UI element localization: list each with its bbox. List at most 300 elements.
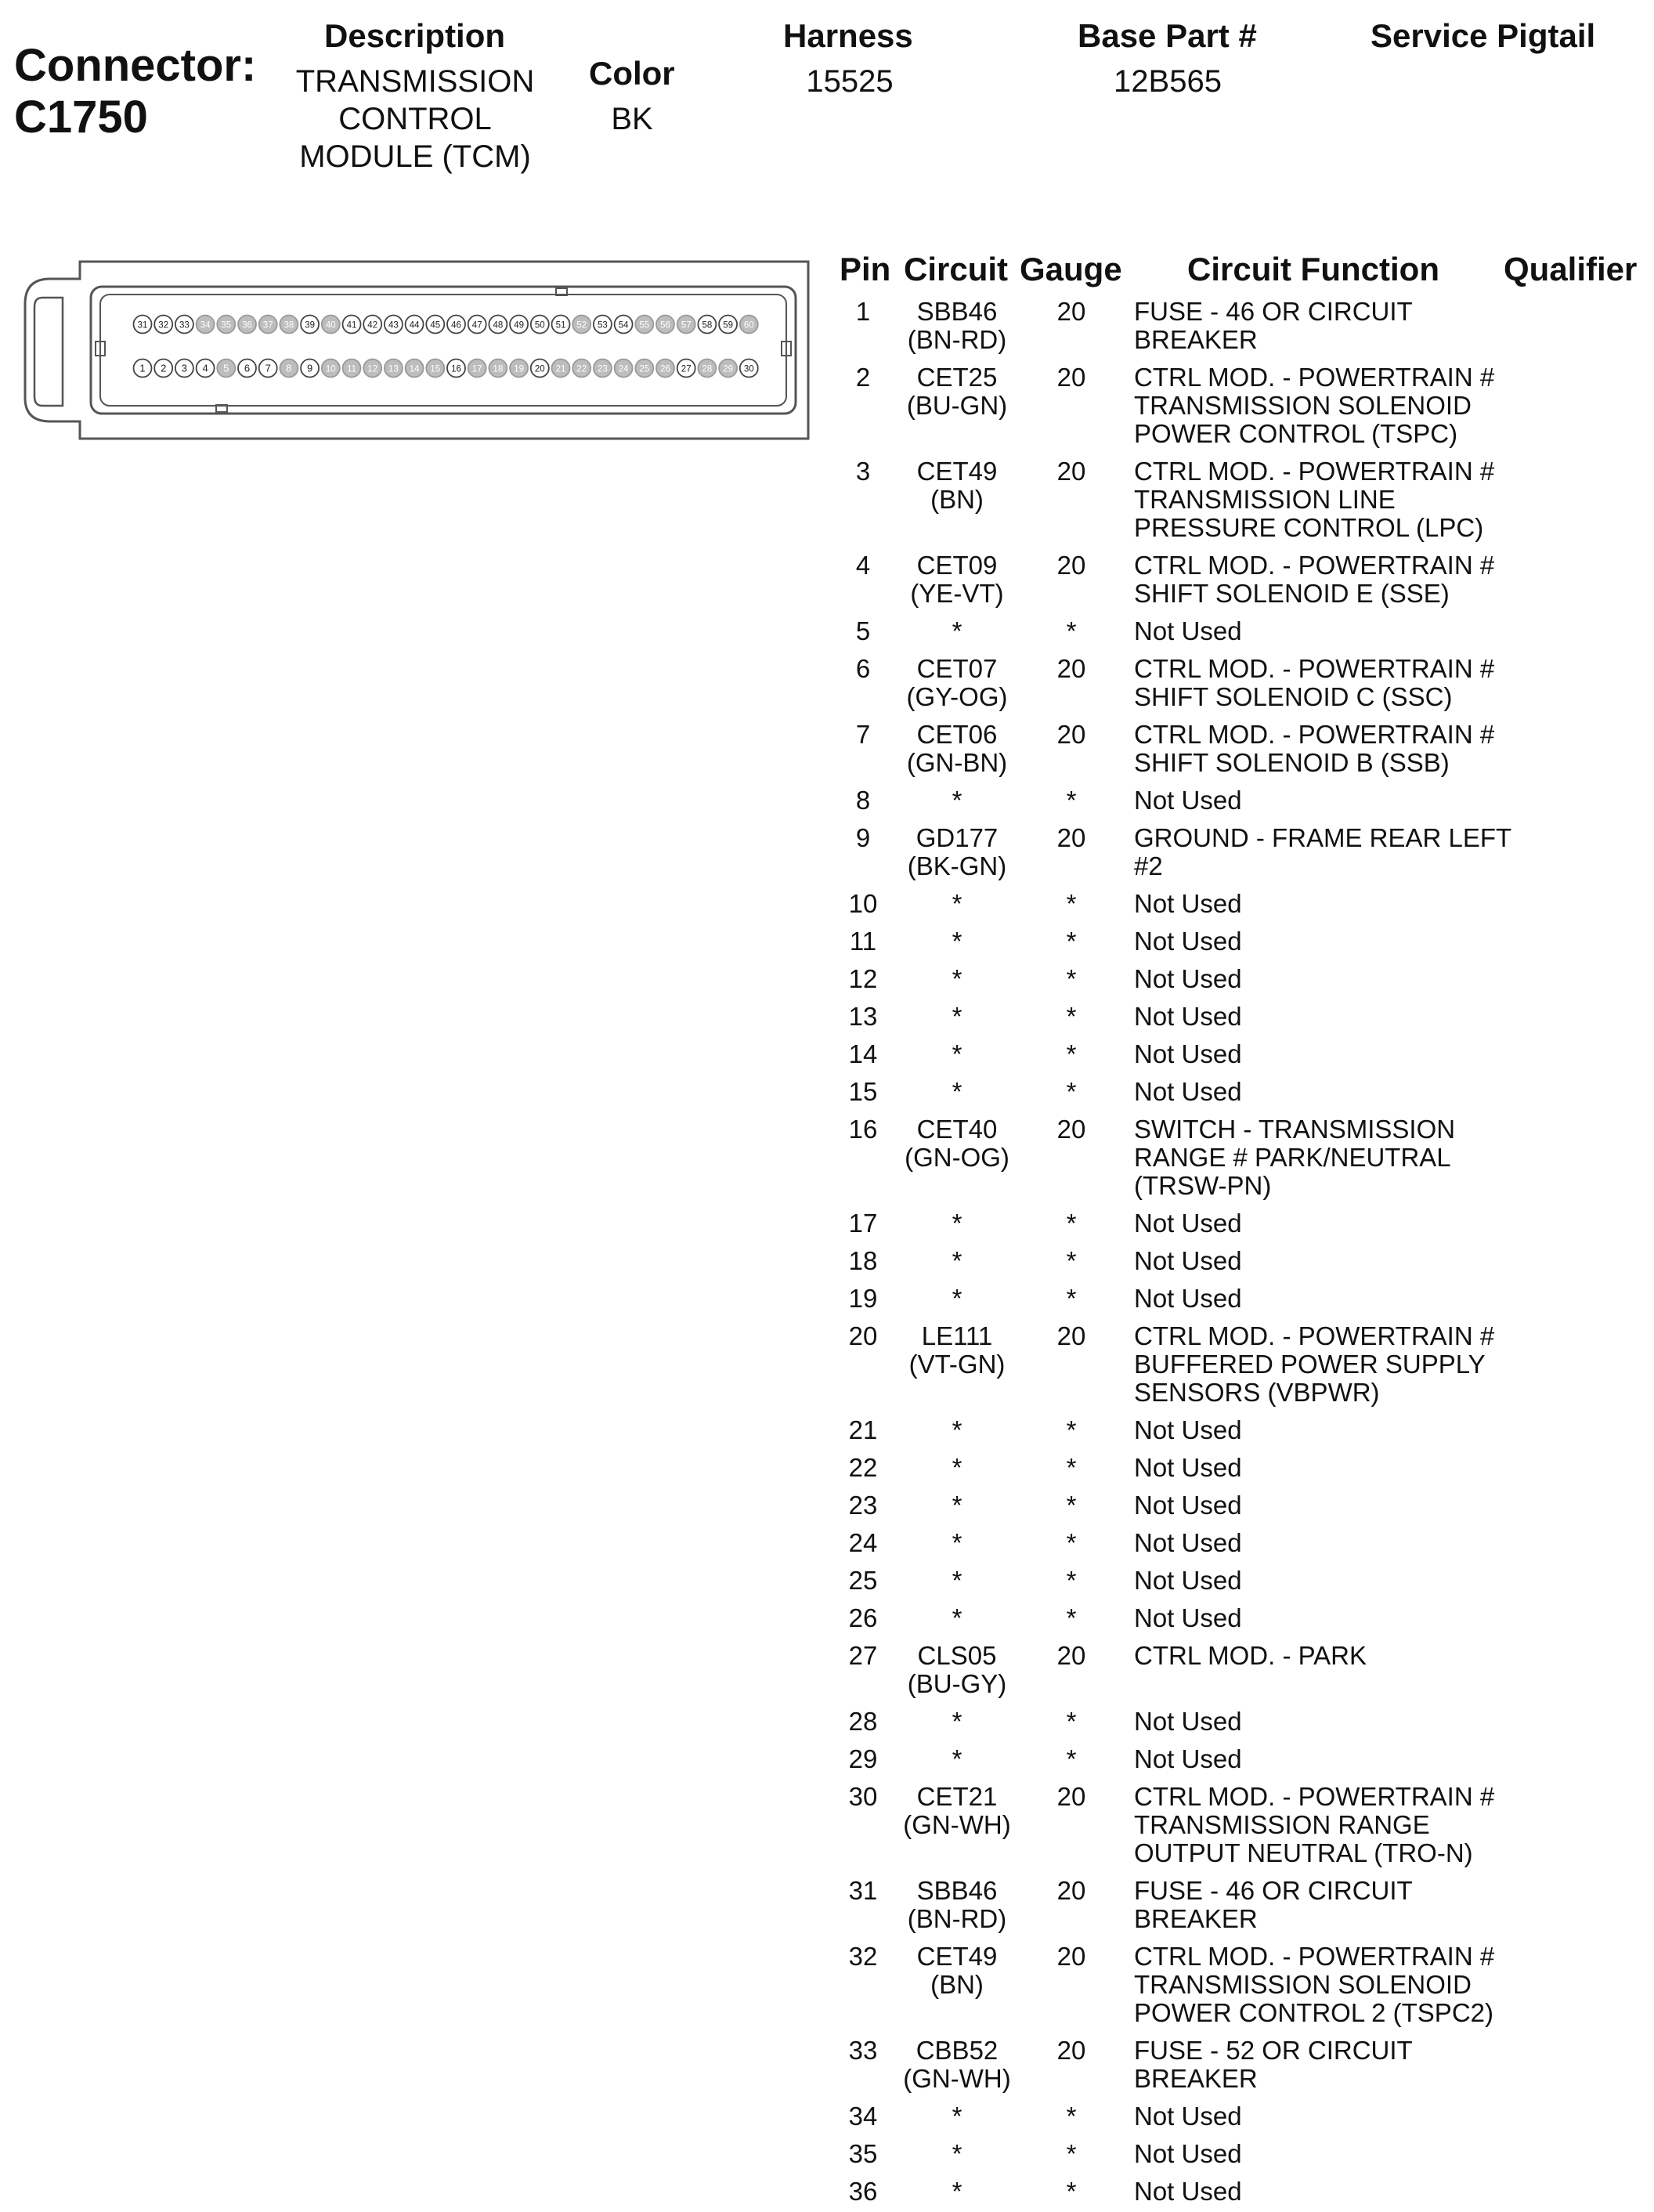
pin-label: 25 [639,364,650,374]
pin-label: 27 [681,364,692,374]
pin-number: 30 [848,1782,878,1811]
function-line: CTRL MOD. - POWERTRAIN # [1134,551,1495,580]
pin-cavity-27 [677,360,695,378]
function-line: SENSORS (VBPWR) [1134,1378,1380,1407]
circuit-cell [893,1040,1021,1068]
circuit-line: * [952,1566,962,1595]
pin-label: 41 [346,320,357,331]
circuit-cell [893,1003,1021,1031]
circuit-cell [893,890,1021,918]
pin-cavity-17 [468,360,486,378]
function-line: Not Used [1134,1566,1242,1595]
function-line: Not Used [1134,1284,1242,1313]
gauge-value: 20 [1056,1782,1086,1811]
function-line: Not Used [1134,2177,1242,2206]
pin-label: 58 [702,320,713,331]
circuit-line: * [952,786,962,815]
pin-cavity-16 [447,360,465,378]
circuit-line: * [952,1528,962,1557]
gauge-value: * [1066,1707,1077,1736]
circuit-function-cell [1134,617,1541,645]
pin-number: 16 [848,1115,878,1144]
circuit-cell [893,1745,1021,1773]
pin-label: 21 [555,364,566,374]
connector-face-diagram [19,258,818,442]
pin-cavity-25 [635,360,653,378]
function-line: Not Used [1134,1002,1242,1031]
function-line: BREAKER [1134,2064,1258,2093]
circuit-function-cell [1134,1247,1541,1275]
circuit-line: (YE-VT) [910,579,1004,608]
function-line: POWER CONTROL (TSPC) [1134,419,1458,448]
circuit-cell [893,2140,1021,2168]
circuit-cell [893,1877,1021,1933]
circuit-line: (BK-GN) [907,851,1007,880]
circuit-function-cell [1134,1745,1541,1773]
pin-cavity-41 [343,316,361,334]
function-line: TRANSMISSION SOLENOID [1134,1970,1472,1999]
circuit-cell [893,1943,1021,1999]
function-line: TRANSMISSION LINE [1134,485,1396,514]
gauge-value: * [1066,786,1077,815]
color-label: Color [589,55,675,92]
pin-cavity-56 [656,316,674,334]
pin-label: 51 [555,320,566,331]
pin-number: 17 [848,1209,878,1238]
circuit-line: CET49 [916,457,998,486]
pin-number: 2 [855,363,871,392]
pin-cavity-53 [594,316,612,334]
function-line: CTRL MOD. - POWERTRAIN # [1134,1942,1495,1971]
circuit-function-cell [1134,2037,1541,2093]
circuit-line: CBB52 [915,2036,999,2065]
pin-cavity-8 [280,360,298,378]
circuit-function-cell [1134,551,1541,608]
color-value: BK [611,102,653,136]
circuit-line: * [952,1039,962,1068]
pin-number: 14 [848,1039,878,1068]
function-line: Not Used [1134,1603,1242,1632]
pin-cavity-57 [677,316,695,334]
gauge-value: 20 [1056,1115,1086,1144]
circuit-cell [893,551,1021,608]
circuit-cell [893,965,1021,993]
circuit-function-cell [1134,1491,1541,1520]
circuit-function-cell [1134,2140,1541,2168]
circuit-line: (BN) [930,1970,984,1999]
function-line: CTRL MOD. - PARK [1134,1641,1367,1670]
function-line: Not Used [1134,1246,1242,1275]
pin-number: 24 [848,1528,878,1557]
gauge-value: * [1066,1744,1077,1773]
gauge-value: 20 [1056,2036,1086,2065]
pin-number: 15 [848,1077,878,1106]
function-line: Not Used [1134,1528,1242,1557]
base-part-label: Base Part # [1078,17,1257,54]
circuit-line: (GN-WH) [903,1810,1011,1839]
circuit-cell [893,1247,1021,1275]
function-line: Not Used [1134,786,1242,815]
pin-cavity-55 [635,316,653,334]
circuit-line: (BN-RD) [907,325,1007,354]
function-line: Not Used [1134,1453,1242,1482]
pin-cavity-32 [154,316,172,334]
circuit-line: * [952,1603,962,1632]
circuit-function-cell [1134,1529,1541,1557]
gauge-value: * [1066,1415,1077,1444]
pin-number: 34 [848,2102,878,2131]
circuit-cell [893,655,1021,711]
circuit-line: * [952,1002,962,1031]
connector-id: C1750 [14,92,148,143]
circuit-function-cell [1134,1040,1541,1068]
pin-cavity-23 [594,360,612,378]
pin-label: 5 [223,362,229,374]
circuit-cell [893,1529,1021,1557]
pin-label: 18 [493,364,504,374]
circuit-line: (BU-GN) [906,391,1008,420]
pin-label: 8 [286,362,292,374]
circuit-function-cell [1134,890,1541,918]
pin-label: 24 [618,364,629,374]
circuit-cell [893,1078,1021,1106]
pin-cavity-9 [301,360,319,378]
pin-label: 42 [367,320,378,331]
pin-cavity-1 [134,360,152,378]
pin-cavity-45 [426,316,444,334]
circuit-function-cell [1134,1604,1541,1632]
function-line: Not Used [1134,964,1242,993]
circuit-cell [893,298,1021,354]
pin-cavity-51 [552,316,570,334]
gauge-value: 20 [1056,1321,1086,1350]
pin-cavity-29 [719,360,737,378]
pin-label: 55 [639,320,650,331]
pin-number: 33 [848,2036,878,2065]
gauge-value: 20 [1056,551,1086,580]
pin-number: 28 [848,1707,878,1736]
connector-outline [25,262,808,439]
circuit-cell [893,1454,1021,1482]
circuit-line: * [952,1284,962,1313]
pin-label: 12 [367,364,378,374]
pin-label: 6 [244,362,251,374]
function-line: Not Used [1134,1077,1242,1106]
pin-number: 13 [848,1002,878,1031]
circuit-cell [893,786,1021,815]
pin-cavity-20 [531,360,549,378]
pin-number: 22 [848,1453,878,1482]
pin-label: 23 [598,364,608,374]
circuit-line: * [952,889,962,918]
pin-label: 57 [681,320,692,331]
pin-cavity-50 [531,316,549,334]
function-line: OUTPUT NEUTRAL (TRO-N) [1134,1838,1473,1867]
pin-number: 18 [848,1246,878,1275]
circuit-function-cell [1134,2178,1541,2206]
circuit-cell [893,2102,1021,2131]
gauge-value: 20 [1056,1876,1086,1905]
pin-cavity-18 [489,360,507,378]
pin-cavity-39 [301,316,319,334]
circuit-line: * [952,616,962,645]
gauge-value: * [1066,1209,1077,1238]
pin-label: 44 [409,320,420,331]
circuit-function-cell [1134,1285,1541,1313]
pin-cavity-21 [552,360,570,378]
function-line: Not Used [1134,2102,1242,2131]
pin-cavity-2 [154,360,172,378]
pin-label: 59 [723,320,733,331]
pin-cavity-36 [238,316,256,334]
function-line: FUSE - 46 OR CIRCUIT [1134,297,1413,326]
pin-number: 8 [855,786,871,815]
column-header-circuit-function: Circuit Function [1187,251,1439,287]
column-header-gauge: Gauge [1020,251,1122,287]
gauge-value: 20 [1056,720,1086,749]
pin-cavity-13 [385,360,403,378]
function-line: BREAKER [1134,1904,1258,1933]
circuit-cell [893,1322,1021,1379]
pin-label: 11 [347,364,356,374]
function-line: RANGE # PARK/NEUTRAL [1134,1143,1451,1172]
function-line: SWITCH - TRANSMISSION [1134,1115,1456,1144]
function-line: Not Used [1134,927,1242,956]
pin-cavity-47 [468,316,486,334]
pin-label: 28 [702,364,713,374]
gauge-value: * [1066,1528,1077,1557]
gauge-value: * [1066,964,1077,993]
circuit-line: (GN-BN) [906,748,1008,777]
pin-label: 33 [179,320,190,331]
circuit-line: SBB46 [916,1876,998,1905]
pin-label: 32 [158,320,169,331]
pin-label: 15 [430,364,441,374]
circuit-line: GD177 [915,823,999,852]
function-line: BREAKER [1134,325,1258,354]
gauge-value: * [1066,1603,1077,1632]
pin-number: 5 [855,616,871,645]
pin-label: 30 [743,364,754,374]
circuit-function-cell [1134,1209,1541,1238]
circuit-line: * [952,1744,962,1773]
circuit-line: (GN-OG) [905,1143,1009,1172]
circuit-line: (GY-OG) [906,682,1008,711]
circuit-line: * [952,1707,962,1736]
pin-label: 29 [723,364,733,374]
pin-label: 48 [493,320,504,331]
circuit-cell [893,1491,1021,1520]
gauge-value: * [1066,1002,1077,1031]
pin-cavity-30 [740,360,758,378]
column-header-circuit: Circuit [904,251,1009,287]
circuit-function-cell [1134,927,1541,956]
function-line: CTRL MOD. - POWERTRAIN # [1134,1321,1495,1350]
circuit-line: SBB46 [916,297,998,326]
circuit-function-cell [1134,1003,1541,1031]
gauge-value: * [1066,2139,1077,2168]
circuit-function-cell [1134,2102,1541,2131]
pin-label: 36 [242,320,252,331]
gauge-value: 20 [1056,654,1086,683]
pin-number: 9 [855,823,871,852]
function-line: TRANSMISSION RANGE [1134,1810,1430,1839]
pin-number: 32 [848,1942,878,1971]
pin-cavity-24 [615,360,633,378]
pin-cavity-52 [572,316,590,334]
pin-cavity-38 [280,316,298,334]
pin-label: 2 [161,362,167,374]
circuit-cell [893,927,1021,956]
circuit-line: LE111 [921,1321,993,1350]
circuit-cell [893,1604,1021,1632]
pin-cavity-43 [385,316,403,334]
function-line: BUFFERED POWER SUPPLY [1134,1350,1486,1379]
harness-label: Harness [783,17,913,54]
circuit-line: CET40 [916,1115,998,1144]
pin-cavity-31 [134,316,152,334]
pin-number: 10 [848,889,878,918]
function-line: SHIFT SOLENOID B (SSB) [1134,748,1450,777]
pin-number: 12 [848,964,878,993]
pin-label: 22 [576,364,587,374]
circuit-line: * [952,2177,962,2206]
circuit-line: * [952,1077,962,1106]
circuit-line: * [952,2102,962,2131]
circuit-function-cell [1134,363,1541,448]
pin-number: 7 [855,720,871,749]
function-line: CTRL MOD. - POWERTRAIN # [1134,457,1495,486]
pin-number: 35 [848,2139,878,2168]
function-line: Not Used [1134,2139,1242,2168]
pin-label: 47 [471,320,482,331]
pin-label: 39 [305,320,315,331]
circuit-cell [893,1416,1021,1444]
circuit-line: (GN-WH) [903,2064,1011,2093]
connector-label: Connector: [14,40,257,91]
pin-cavity-59 [719,316,737,334]
pin-label: 9 [306,362,313,374]
gauge-value: 20 [1056,363,1086,392]
circuit-cell [893,1115,1021,1172]
function-line: SHIFT SOLENOID E (SSE) [1134,579,1450,608]
circuit-line: CET06 [916,720,998,749]
pin-label: 7 [265,362,271,374]
gauge-value: * [1066,1491,1077,1520]
circuit-line: * [952,2139,962,2168]
column-header-qualifier: Qualifier [1504,251,1638,287]
pin-label: 60 [743,320,754,331]
pin-number: 11 [849,927,877,956]
pin-number: 3 [855,457,871,486]
circuit-line: * [952,964,962,993]
circuit-cell [893,2178,1021,2206]
circuit-function-cell [1134,786,1541,815]
pin-number: 29 [848,1744,878,1773]
pin-cavity-37 [259,316,277,334]
gauge-value: 20 [1056,297,1086,326]
gauge-value: * [1066,1566,1077,1595]
function-line: GROUND - FRAME REAR LEFT [1134,823,1512,852]
circuit-cell [893,363,1021,420]
gauge-value: * [1066,1284,1077,1313]
function-line: CTRL MOD. - POWERTRAIN # [1134,720,1495,749]
gauge-value: 20 [1056,457,1086,486]
pin-label: 38 [283,320,294,331]
service-pigtail-label: Service Pigtail [1371,17,1596,54]
function-line: PRESSURE CONTROL (LPC) [1134,513,1484,542]
pin-label: 1 [139,362,146,374]
pin-label: 56 [660,320,670,331]
function-line: CTRL MOD. - POWERTRAIN # [1134,654,1495,683]
pin-number: 26 [848,1603,878,1632]
circuit-line: * [952,1246,962,1275]
function-line: #2 [1134,851,1163,880]
pin-cavity-49 [510,316,528,334]
pin-cavity-48 [489,316,507,334]
circuit-function-cell [1134,965,1541,993]
gauge-value: * [1066,1077,1077,1106]
circuit-line: (VT-GN) [908,1350,1006,1379]
circuit-function-cell [1134,1783,1541,1867]
gauge-value: * [1066,927,1077,956]
function-line: Not Used [1134,1039,1242,1068]
pin-cavity-19 [510,360,528,378]
pin-label: 26 [660,364,670,374]
pin-cavity-10 [322,360,340,378]
column-header-pin: Pin [840,251,891,287]
pin-cavity-54 [615,316,633,334]
circuit-function-cell [1134,1416,1541,1444]
function-line: SHIFT SOLENOID C (SSC) [1134,682,1453,711]
circuit-function-cell [1134,1078,1541,1106]
pin-number: 6 [855,654,871,683]
pin-label: 14 [409,364,420,374]
circuit-function-cell [1134,1642,1541,1670]
pin-number: 27 [848,1641,878,1670]
circuit-line: CET09 [916,551,998,580]
circuit-function-cell [1134,824,1541,880]
pin-label: 43 [388,320,399,331]
circuit-function-cell [1134,298,1541,354]
pin-number: 1 [855,297,871,326]
pin-label: 34 [200,320,211,331]
description-value: TRANSMISSION CONTROL MODULE (TCM) [295,64,535,174]
function-line: (TRSW-PN) [1134,1171,1272,1200]
circuit-cell [893,1708,1021,1736]
circuit-line: CLS05 [917,1641,997,1670]
circuit-line: CET07 [916,654,998,683]
circuit-line: (BU-GY) [907,1669,1007,1698]
gauge-value: 20 [1056,823,1086,852]
function-line: POWER CONTROL 2 (TSPC2) [1134,1998,1493,2027]
pin-cavity-14 [406,360,424,378]
pin-cavity-58 [698,316,716,334]
circuit-function-cell [1134,655,1541,711]
circuit-function-cell [1134,1877,1541,1933]
pin-cavity-6 [238,360,256,378]
pin-number: 31 [848,1876,878,1905]
circuit-line: CET25 [916,363,998,392]
pin-cavity-7 [259,360,277,378]
circuit-function-cell [1134,1115,1541,1200]
function-line: Not Used [1134,616,1242,645]
gauge-value: 20 [1056,1641,1086,1670]
circuit-function-cell [1134,1322,1541,1407]
circuit-cell [893,617,1021,645]
pin-label: 3 [181,362,188,374]
pin-label: 49 [514,320,524,331]
